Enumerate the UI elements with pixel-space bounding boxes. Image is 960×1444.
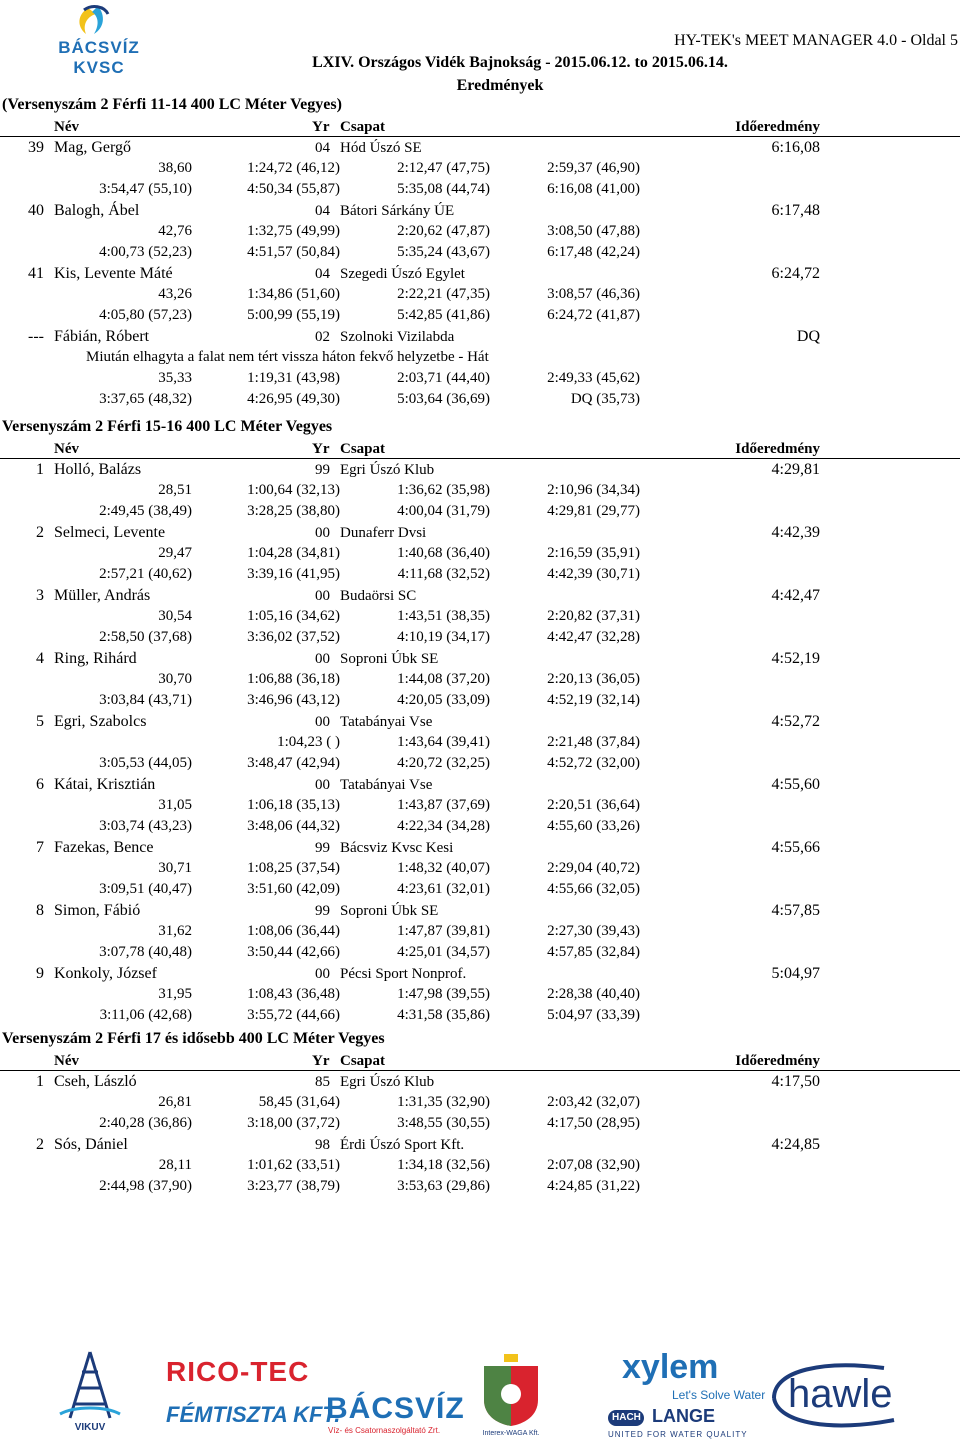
event-title: (Versenyszám 2 Férfi 11-14 400 LC Méter Vegyes) xyxy=(2,96,342,113)
column-header-rule xyxy=(0,1070,960,1071)
result-time: 6:24,72 xyxy=(771,265,820,282)
split-time: 5:42,85 (41,86) xyxy=(397,307,490,323)
result-team: Tatabányai Vse xyxy=(340,714,433,730)
result-team: Soproni Úbk SE xyxy=(340,903,439,919)
result-note: Miután elhagyta a falat nem tért vissza háton fekvő helyzetbe - Hát xyxy=(86,349,489,365)
split-time: 3:03,84 (43,71) xyxy=(99,692,192,708)
result-time: 6:16,08 xyxy=(771,139,820,156)
split-time: 2:59,37 (46,90) xyxy=(547,160,640,176)
split-time: 4:10,19 (34,17) xyxy=(397,629,490,645)
split-time: 4:25,01 (34,57) xyxy=(397,944,490,960)
split-time: 1:19,31 (43,98) xyxy=(247,370,340,386)
crest-shield-icon xyxy=(474,1350,548,1428)
result-yr: 99 xyxy=(315,840,330,856)
ricotec-logo-text: RICO-TEC xyxy=(166,1356,310,1387)
column-header-team: Csapat xyxy=(340,441,386,457)
meet-title: LXIV. Országos Vidék Bajnokság - 2015.06.12. to 2015.06.14. xyxy=(312,54,728,71)
result-place: 39 xyxy=(28,139,44,156)
split-time: 3:03,74 (43,23) xyxy=(99,818,192,834)
hach-tagline: UNITED FOR WATER QUALITY xyxy=(608,1430,748,1439)
split-time: 1:04,28 (34,81) xyxy=(247,545,340,561)
femtiszta-logo-text: FÉMTISZTA KFT. xyxy=(166,1402,341,1427)
bacsviz-sponsor-text: BÁCSVÍZ xyxy=(326,1392,465,1425)
event-title: Versenyszám 2 Férfi 15-16 400 LC Méter Vegyes xyxy=(2,418,333,435)
split-time: 4:52,19 (32,14) xyxy=(547,692,640,708)
result-place: 2 xyxy=(36,524,44,541)
result-time: 4:42,39 xyxy=(771,524,820,541)
split-time: 4:24,85 (31,22) xyxy=(547,1178,640,1194)
split-time: 2:58,50 (37,68) xyxy=(99,629,192,645)
result-name: Mag, Gergő xyxy=(54,139,132,156)
split-time: 5:35,08 (44,74) xyxy=(397,181,490,197)
result-place: 4 xyxy=(36,650,44,667)
result-name: Fazekas, Bence xyxy=(54,839,154,856)
result-place: 5 xyxy=(36,713,44,730)
bacsviz-kvsc-logo xyxy=(48,4,150,82)
split-time: 2:03,42 (32,07) xyxy=(547,1094,640,1110)
split-time: 4:55,60 (33,26) xyxy=(547,818,640,834)
vikuv-tower-icon xyxy=(50,1348,130,1422)
result-place: 40 xyxy=(28,202,44,219)
split-time: 2:12,47 (47,75) xyxy=(397,160,490,176)
split-time: 4:42,39 (30,71) xyxy=(547,566,640,582)
split-time: 3:07,78 (40,48) xyxy=(99,944,192,960)
result-team: Hód Úszó SE xyxy=(340,140,422,156)
split-time: 58,45 (31,64) xyxy=(258,1094,340,1110)
split-time: 3:18,00 (37,72) xyxy=(247,1115,340,1131)
split-time: 3:46,96 (43,12) xyxy=(247,692,340,708)
column-header-rule xyxy=(0,458,960,459)
split-time: 4:11,68 (32,52) xyxy=(397,566,490,582)
logo-top-text: BÁCSVÍZ KVSC xyxy=(58,38,140,77)
result-time: 4:29,81 xyxy=(771,461,820,478)
result-place: 1 xyxy=(36,1073,44,1090)
split-time: 6:17,48 (42,24) xyxy=(547,244,640,260)
result-name: Fábián, Róbert xyxy=(54,328,150,345)
split-time: 42,76 xyxy=(158,223,192,239)
result-place: 6 xyxy=(36,776,44,793)
split-time: 4:26,95 (49,30) xyxy=(247,391,340,407)
result-name: Konkoly, József xyxy=(54,965,157,982)
split-time: 4:57,85 (32,84) xyxy=(547,944,640,960)
split-time: 1:43,64 (39,41) xyxy=(397,734,490,750)
split-time: 3:08,57 (46,36) xyxy=(547,286,640,302)
column-header-yr: Yr xyxy=(312,119,330,135)
result-yr: 04 xyxy=(315,140,330,156)
split-time: 1:47,87 (39,81) xyxy=(397,923,490,939)
split-time: 2:20,62 (47,87) xyxy=(397,223,490,239)
result-name: Sós, Dániel xyxy=(54,1136,128,1153)
split-time: 3:51,60 (42,09) xyxy=(247,881,340,897)
split-time: 3:50,44 (42,66) xyxy=(247,944,340,960)
split-time: 4:05,80 (57,23) xyxy=(99,307,192,323)
result-yr: 00 xyxy=(315,525,330,541)
split-time: 38,60 xyxy=(158,160,192,176)
split-time: 3:08,50 (47,88) xyxy=(547,223,640,239)
split-time: 3:48,47 (42,94) xyxy=(247,755,340,771)
split-time: 1:08,06 (36,44) xyxy=(247,923,340,939)
split-time: 2:22,21 (47,35) xyxy=(397,286,490,302)
split-time: 31,62 xyxy=(158,923,192,939)
split-time: 3:23,77 (38,79) xyxy=(247,1178,340,1194)
split-time: 4:51,57 (50,84) xyxy=(247,244,340,260)
split-time: 1:36,62 (35,98) xyxy=(397,482,490,498)
result-yr: 04 xyxy=(315,266,330,282)
hawle-logo xyxy=(764,1358,920,1434)
result-yr: 00 xyxy=(315,651,330,667)
hawle-text: hawle xyxy=(788,1372,893,1416)
xylem-logo-text: xylem xyxy=(622,1348,719,1386)
split-time: 1:04,23 ( ) xyxy=(277,734,340,750)
column-header-rule xyxy=(0,136,960,137)
split-time: 3:48,55 (30,55) xyxy=(397,1115,490,1131)
result-yr: 85 xyxy=(315,1074,330,1090)
result-time: 4:57,85 xyxy=(771,902,820,919)
split-time: 4:50,34 (55,87) xyxy=(247,181,340,197)
split-time: 3:28,25 (38,80) xyxy=(247,503,340,519)
split-time: 35,33 xyxy=(158,370,192,386)
result-place: 7 xyxy=(36,839,44,856)
split-time: 4:22,34 (34,28) xyxy=(397,818,490,834)
split-time: 3:05,53 (44,05) xyxy=(99,755,192,771)
split-time: 4:00,73 (52,23) xyxy=(99,244,192,260)
column-header-name: Név xyxy=(54,119,79,135)
vikuv-text: VIKUV xyxy=(74,1422,106,1433)
result-yr: 02 xyxy=(315,329,330,345)
result-name: Ring, Rihárd xyxy=(54,650,137,667)
split-time: 2:20,82 (37,31) xyxy=(547,608,640,624)
split-time: 1:08,25 (37,54) xyxy=(247,860,340,876)
split-time: 26,81 xyxy=(158,1094,192,1110)
split-time: 3:48,06 (44,32) xyxy=(247,818,340,834)
split-time: 3:39,16 (41,95) xyxy=(247,566,340,582)
split-time: 29,47 xyxy=(158,545,192,561)
result-team: Budaörsi SC xyxy=(340,588,417,604)
split-time: 1:34,18 (32,56) xyxy=(397,1157,490,1173)
split-time: 2:16,59 (35,91) xyxy=(547,545,640,561)
split-time: 3:55,72 (44,66) xyxy=(247,1007,340,1023)
split-time: 31,05 xyxy=(158,797,192,813)
split-time: 28,11 xyxy=(158,1157,192,1173)
split-time: 28,51 xyxy=(158,482,192,498)
result-team: Szolnoki Vizilabda xyxy=(340,329,455,345)
result-name: Cseh, László xyxy=(54,1073,137,1090)
split-time: 2:28,38 (40,40) xyxy=(547,986,640,1002)
split-time: 2:29,04 (40,72) xyxy=(547,860,640,876)
result-time: 6:17,48 xyxy=(771,202,820,219)
split-time: 4:20,72 (32,25) xyxy=(397,755,490,771)
split-time: 2:03,71 (44,40) xyxy=(397,370,490,386)
result-name: Kátai, Krisztián xyxy=(54,776,156,793)
split-time: 1:08,43 (36,48) xyxy=(247,986,340,1002)
result-team: Bátori Sárkány ÚE xyxy=(340,203,455,219)
column-header-team: Csapat xyxy=(340,119,386,135)
column-header-name: Név xyxy=(54,1053,79,1069)
column-header-team: Csapat xyxy=(340,1053,386,1069)
result-time: 4:42,47 xyxy=(771,587,820,604)
result-place: --- xyxy=(28,328,44,345)
split-time: 6:24,72 (41,87) xyxy=(547,307,640,323)
split-time: DQ (35,73) xyxy=(570,391,640,407)
split-time: 3:37,65 (48,32) xyxy=(99,391,192,407)
split-time: 1:24,72 (46,12) xyxy=(247,160,340,176)
split-time: 2:49,45 (38,49) xyxy=(99,503,192,519)
split-time: 4:23,61 (32,01) xyxy=(397,881,490,897)
result-time: 4:55,60 xyxy=(771,776,820,793)
split-time: 1:01,62 (33,51) xyxy=(247,1157,340,1173)
split-time: 3:11,06 (42,68) xyxy=(99,1007,192,1023)
result-team: Soproni Úbk SE xyxy=(340,651,439,667)
column-header-yr: Yr xyxy=(312,1053,330,1069)
split-time: 3:09,51 (40,47) xyxy=(99,881,192,897)
split-time: 4:31,58 (35,86) xyxy=(397,1007,490,1023)
split-time: 4:55,66 (32,05) xyxy=(547,881,640,897)
split-time: 31,95 xyxy=(158,986,192,1002)
result-yr: 99 xyxy=(315,903,330,919)
result-time: 5:04,97 xyxy=(771,965,820,982)
result-name: Müller, András xyxy=(54,587,151,604)
result-team: Szegedi Úszó Egylet xyxy=(340,266,465,282)
result-time: 4:55,66 xyxy=(771,839,820,856)
split-time: 2:49,33 (45,62) xyxy=(547,370,640,386)
split-time: 43,26 xyxy=(158,286,192,302)
result-yr: 00 xyxy=(315,714,330,730)
result-team: Érdi Úszó Sport Kft. xyxy=(340,1137,465,1153)
bacsviz-sponsor-sub: Víz- és Csatornaszolgáltató Zrt. xyxy=(328,1426,441,1435)
split-time: 2:21,48 (37,84) xyxy=(547,734,640,750)
result-time: 4:52,72 xyxy=(771,713,820,730)
split-time: 1:43,51 (38,35) xyxy=(397,608,490,624)
split-time: 2:20,51 (36,64) xyxy=(547,797,640,813)
split-time: 1:44,08 (37,20) xyxy=(397,671,490,687)
split-time: 2:07,08 (32,90) xyxy=(547,1157,640,1173)
split-time: 6:16,08 (41,00) xyxy=(547,181,640,197)
split-time: 4:52,72 (32,00) xyxy=(547,755,640,771)
split-time: 1:06,88 (36,18) xyxy=(247,671,340,687)
split-time: 5:35,24 (43,67) xyxy=(397,244,490,260)
split-time: 5:03,64 (36,69) xyxy=(397,391,490,407)
split-time: 1:47,98 (39,55) xyxy=(397,986,490,1002)
event-title: Versenyszám 2 Férfi 17 és idősebb 400 LC Méter Vegyes xyxy=(2,1030,385,1047)
result-place: 41 xyxy=(28,265,44,282)
split-time: 5:04,97 (33,39) xyxy=(547,1007,640,1023)
result-name: Simon, Fábió xyxy=(54,902,141,919)
result-team: Tatabányai Vse xyxy=(340,777,433,793)
result-yr: 04 xyxy=(315,203,330,219)
result-name: Selmeci, Levente xyxy=(54,524,166,541)
split-time: 4:42,47 (32,28) xyxy=(547,629,640,645)
split-time: 3:53,63 (29,86) xyxy=(397,1178,490,1194)
result-team: Dunaferr Dvsi xyxy=(340,525,427,541)
split-time: 1:48,32 (40,07) xyxy=(397,860,490,876)
result-team: Bácsviz Kvsc Kesi xyxy=(340,840,454,856)
split-time: 2:44,98 (37,90) xyxy=(99,1178,192,1194)
split-time: 1:06,18 (35,13) xyxy=(247,797,340,813)
split-time: 3:54,47 (55,10) xyxy=(99,181,192,197)
split-time: 30,70 xyxy=(158,671,192,687)
split-time: 1:05,16 (34,62) xyxy=(247,608,340,624)
split-time: 4:17,50 (28,95) xyxy=(547,1115,640,1131)
split-time: 1:32,75 (49,99) xyxy=(247,223,340,239)
result-team: Egri Úszó Klub xyxy=(340,1074,435,1090)
result-yr: 00 xyxy=(315,966,330,982)
split-time: 4:20,05 (33,09) xyxy=(397,692,490,708)
split-time: 2:10,96 (34,34) xyxy=(547,482,640,498)
split-time: 2:40,28 (36,86) xyxy=(99,1115,192,1131)
split-time: 1:34,86 (51,60) xyxy=(247,286,340,302)
split-time: 3:36,02 (37,52) xyxy=(247,629,340,645)
split-time: 5:00,99 (55,19) xyxy=(247,307,340,323)
column-header-time: Időeredmény xyxy=(735,1053,820,1069)
split-time: 4:00,04 (31,79) xyxy=(397,503,490,519)
split-time: 30,54 xyxy=(158,608,192,624)
result-name: Egri, Szabolcs xyxy=(54,713,147,730)
result-time: 4:52,19 xyxy=(771,650,820,667)
result-team: Pécsi Sport Nonprof. xyxy=(340,966,467,982)
split-time: 2:57,21 (40,62) xyxy=(99,566,192,582)
sponsor-strip xyxy=(40,1348,920,1440)
xylem-tagline: Let's Solve Water xyxy=(672,1388,766,1402)
result-place: 9 xyxy=(36,965,44,982)
result-yr: 99 xyxy=(315,462,330,478)
column-header-time: Időeredmény xyxy=(735,441,820,457)
split-time: 1:00,64 (32,13) xyxy=(247,482,340,498)
column-header-name: Név xyxy=(54,441,79,457)
results-subtitle: Eredmények xyxy=(456,77,544,94)
split-time: 2:20,13 (36,05) xyxy=(547,671,640,687)
result-place: 1 xyxy=(36,461,44,478)
vikuv-logo xyxy=(50,1348,130,1440)
result-yr: 98 xyxy=(315,1137,330,1153)
result-place: 8 xyxy=(36,902,44,919)
result-name: Kis, Levente Máté xyxy=(54,265,173,282)
result-time: 4:24,85 xyxy=(771,1136,820,1153)
result-team: Egri Úszó Klub xyxy=(340,462,435,478)
result-place: 2 xyxy=(36,1136,44,1153)
waga-text: Interex-WAGA Kft. xyxy=(482,1430,540,1437)
result-yr: 00 xyxy=(315,588,330,604)
split-time: 30,71 xyxy=(158,860,192,876)
split-time: 1:43,87 (37,69) xyxy=(397,797,490,813)
split-time: 4:29,81 (29,77) xyxy=(547,503,640,519)
split-time: 1:31,35 (32,90) xyxy=(397,1094,490,1110)
split-time: 1:40,68 (36,40) xyxy=(397,545,490,561)
column-header-yr: Yr xyxy=(312,441,330,457)
result-time: 4:17,50 xyxy=(771,1073,820,1090)
result-time: DQ xyxy=(796,328,820,345)
hach-logo-text: HACH xyxy=(612,1412,641,1423)
column-header-time: Időeredmény xyxy=(735,119,820,135)
meet-manager-label: HY-TEK's MEET MANAGER 4.0 - Oldal 5 xyxy=(674,32,958,49)
lange-logo-text: LANGE xyxy=(652,1406,715,1426)
result-yr: 00 xyxy=(315,777,330,793)
split-time: 2:27,30 (39,43) xyxy=(547,923,640,939)
result-name: Holló, Balázs xyxy=(54,461,142,478)
waga-crest-logo xyxy=(474,1350,548,1440)
result-name: Balogh, Ábel xyxy=(54,202,140,219)
result-place: 3 xyxy=(36,587,44,604)
